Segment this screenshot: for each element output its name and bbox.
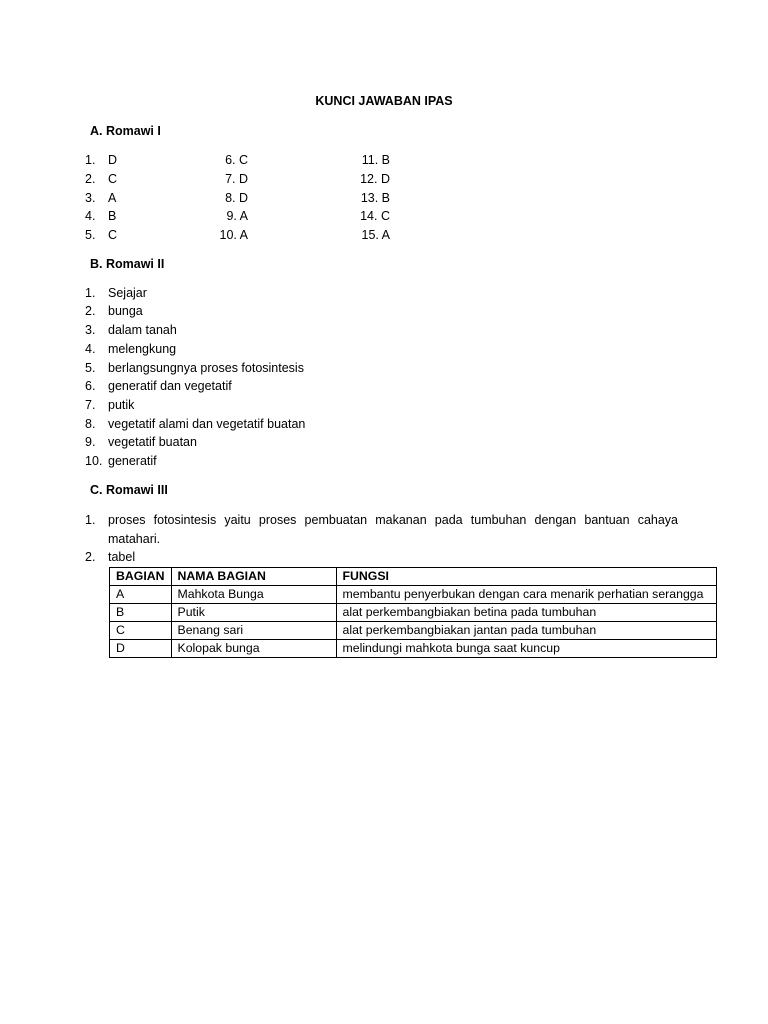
- list-number: 4.: [85, 342, 96, 356]
- answer-item: 9. A: [226, 209, 248, 223]
- list-text: dalam tanah: [108, 323, 177, 337]
- list-text: berlangsungnya proses fotosintesis: [108, 361, 304, 375]
- answer-item: 11. B: [361, 153, 390, 167]
- answer-number: 5.: [85, 228, 96, 242]
- list-number: 9.: [85, 435, 96, 449]
- page-title: KUNCI JAWABAN IPAS: [315, 94, 453, 108]
- list-text: melengkung: [108, 342, 177, 356]
- table-cell: melindungi mahkota bunga saat kuncup: [336, 640, 716, 658]
- answer-item: 7. D: [225, 172, 248, 186]
- list-number: 1.: [85, 286, 96, 300]
- answer-value: B: [108, 209, 117, 223]
- section-c-heading: C. Romawi III: [90, 483, 168, 497]
- table-row: [110, 586, 717, 604]
- table-header-cell: BAGIAN: [110, 568, 172, 586]
- table-cell: Mahkota Bunga: [171, 586, 336, 604]
- table-cell: Putik: [171, 604, 336, 622]
- table-cell: membantu penyerbukan dengan cara menarik perhatian serangga: [336, 586, 716, 604]
- answer-item: 6. C: [225, 153, 248, 167]
- answer-item: 15. A: [361, 228, 390, 242]
- list-number: 7.: [85, 398, 96, 412]
- table-cell: alat perkembangbiakan betina pada tumbuhan: [336, 604, 716, 622]
- table-cell: A: [110, 586, 172, 604]
- table-row: [110, 640, 717, 658]
- answer-item: 14. C: [360, 209, 390, 223]
- list-text: bunga: [108, 304, 143, 318]
- answer-value: D: [108, 153, 118, 167]
- table-cell: C: [110, 622, 172, 640]
- answer-number: 1.: [85, 153, 96, 167]
- table-cell: Kolopak bunga: [171, 640, 336, 658]
- list-number: 6.: [85, 379, 96, 393]
- list-number: 2.: [85, 304, 96, 318]
- table-header-cell: FUNGSI: [336, 568, 716, 586]
- list-text: generatif: [108, 454, 157, 468]
- list-number: 8.: [85, 417, 96, 431]
- list-number: 3.: [85, 323, 96, 337]
- answer-item: 10. A: [219, 228, 248, 242]
- answer-number: 2.: [85, 172, 96, 186]
- list-text: putik: [108, 398, 135, 412]
- table-cell: alat perkembangbiakan jantan pada tumbuhan: [336, 622, 716, 640]
- table-cell: B: [110, 604, 172, 622]
- answer-number: 3.: [85, 191, 96, 205]
- list-text: vegetatif alami dan vegetatif buatan: [108, 417, 306, 431]
- list-text: generatif dan vegetatif: [108, 379, 232, 393]
- table-row: [110, 604, 717, 622]
- list-number: 1.: [85, 513, 96, 527]
- answer-item: 13. B: [360, 191, 390, 205]
- answer-table: [109, 567, 717, 658]
- answer-item: 12. D: [360, 172, 390, 186]
- table-cell: D: [110, 640, 172, 658]
- list-text: Sejajar: [108, 286, 147, 300]
- list-number: 10.: [85, 454, 103, 468]
- answer-value: A: [108, 191, 117, 205]
- list-number: 5.: [85, 361, 96, 375]
- answer-item: 8. D: [225, 191, 248, 205]
- answer-value: C: [108, 228, 118, 242]
- list-text: proses fotosintesis yaitu proses pembuatan makanan pada tumbuhan dengan bantuan cahaya matahari.: [108, 513, 678, 546]
- answer-value: C: [108, 172, 118, 186]
- table-row: [110, 622, 717, 640]
- table-cell: Benang sari: [171, 622, 336, 640]
- list-number: 2.: [85, 550, 96, 564]
- list-text: vegetatif buatan: [108, 435, 197, 449]
- section-b-heading: B. Romawi II: [90, 257, 165, 271]
- list-text: tabel: [108, 550, 136, 564]
- table-header-row: [110, 568, 717, 586]
- answer-number: 4.: [85, 209, 96, 223]
- section-a-heading: A. Romawi I: [90, 124, 161, 138]
- table-header-cell: NAMA BAGIAN: [171, 568, 336, 586]
